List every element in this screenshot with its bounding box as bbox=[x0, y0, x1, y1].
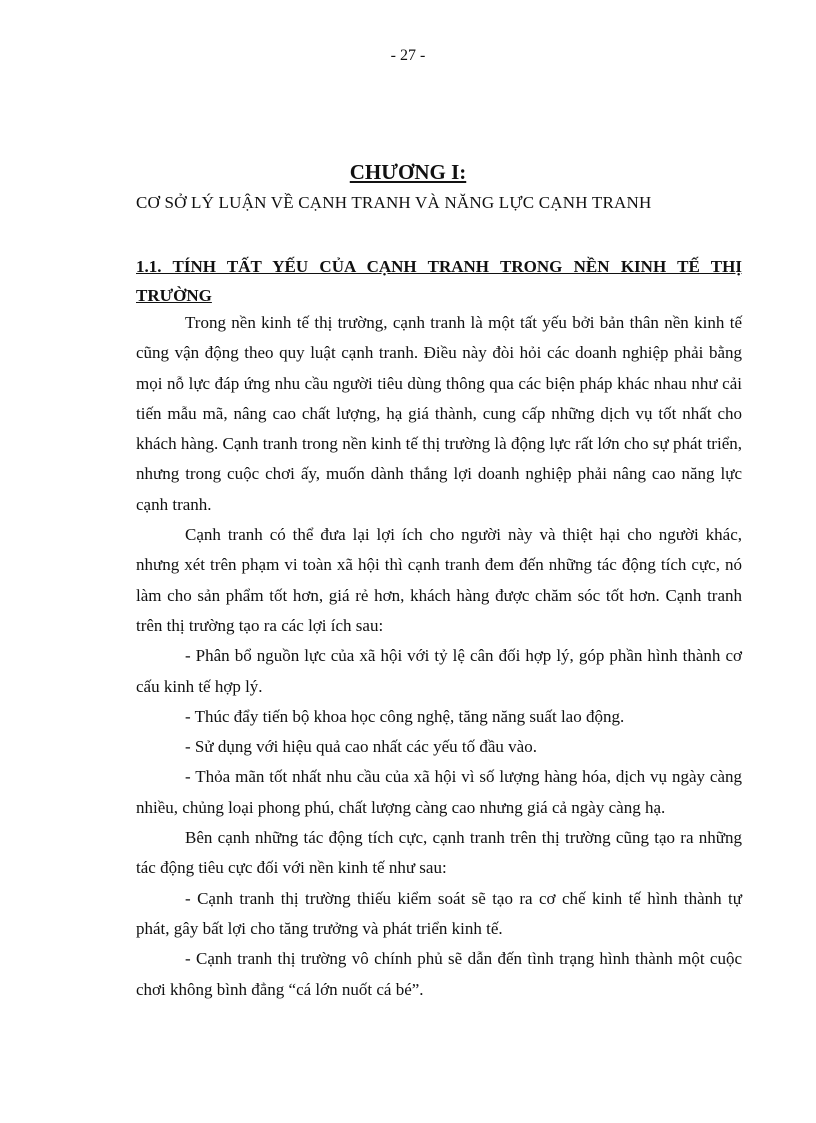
paragraph: Cạnh tranh có thể đưa lại lợi ích cho người này và thiệt hại cho người khác, nhưng xét trên phạm vi toàn xã hội thì cạnh tranh đem đến những tác động tích cực, nó làm cho sản phẩm tốt hơn, giá rẻ hơn, khách hàng được chăm sóc tốt hơn. Cạnh tranh trên thị trường tạo ra các lợi ích sau: bbox=[136, 525, 742, 635]
list-item: - Sử dụng với hiệu quả cao nhất các yếu tố đầu vào. bbox=[185, 737, 537, 757]
section-heading: 1.1. TÍNH TẤT YẾU CỦA CẠNH TRANH TRONG NỀN KINH TẾ THỊ bbox=[136, 257, 742, 276]
list-item: - Thúc đẩy tiến bộ khoa học công nghệ, tăng năng suất lao động. bbox=[185, 706, 625, 726]
list-item: - Thỏa mãn tốt nhất nhu cầu của xã hội vì số lượng hàng hóa, dịch vụ ngày càng nhiều, chủng loại phong phú, chất lượng càng cao nhưng giá cả ngày càng hạ. bbox=[136, 767, 742, 817]
chapter-subtitle: CƠ SỞ LÝ LUẬN VỀ CẠNH TRANH VÀ NĂNG LỰC CẠNH TRANH bbox=[136, 193, 652, 212]
list-item: - Phân bổ nguồn lực của xã hội với tỷ lệ cân đối hợp lý, góp phần hình thành cơ cấu kinh tế hợp lý. bbox=[136, 646, 742, 696]
section-heading-continued: TRƯỜNG bbox=[136, 286, 212, 305]
list-item: - Cạnh tranh thị trường thiếu kiểm soát sẽ tạo ra cơ chế kinh tế hình thành tự phát, gây bất lợi cho tăng trưởng và phát triển kinh tế. bbox=[136, 888, 742, 938]
body-text bbox=[136, 308, 742, 1005]
chapter-title: CHƯƠNG I: bbox=[349, 160, 467, 184]
paragraph: Bên cạnh những tác động tích cực, cạnh tranh trên thị trường cũng tạo ra những tác động tiêu cực đối với nền kinh tế như sau: bbox=[136, 828, 742, 878]
list-item: - Cạnh tranh thị trường vô chính phủ sẽ dẫn đến tình trạng hình thành một cuộc chơi không bình đẳng “cá lớn nuốt cá bé”. bbox=[136, 949, 742, 999]
paragraph: Trong nền kinh tế thị trường, cạnh tranh là một tất yếu bởi bản thân nền kinh tế cũng vận động theo quy luật cạnh tranh. Điều này đòi hỏi các doanh nghiệp phải bằng mọi nỗ lực đáp ứng nhu cầu người tiêu dùng thông qua các biện pháp khác nhau như cải tiến mẫu mã, nâng cao chất lượng, hạ giá thành, cung cấp những dịch vụ tốt nhất cho khách hàng. Cạnh tranh trong nền kinh tế thị trường là động lực rất lớn cho sự phát triển, nhưng trong cuộc chơi ấy, muốn dành thắng lợi doanh nghiệp phải nâng cao năng lực cạnh tranh. bbox=[136, 313, 742, 514]
page-number: - 27 - bbox=[390, 47, 426, 64]
